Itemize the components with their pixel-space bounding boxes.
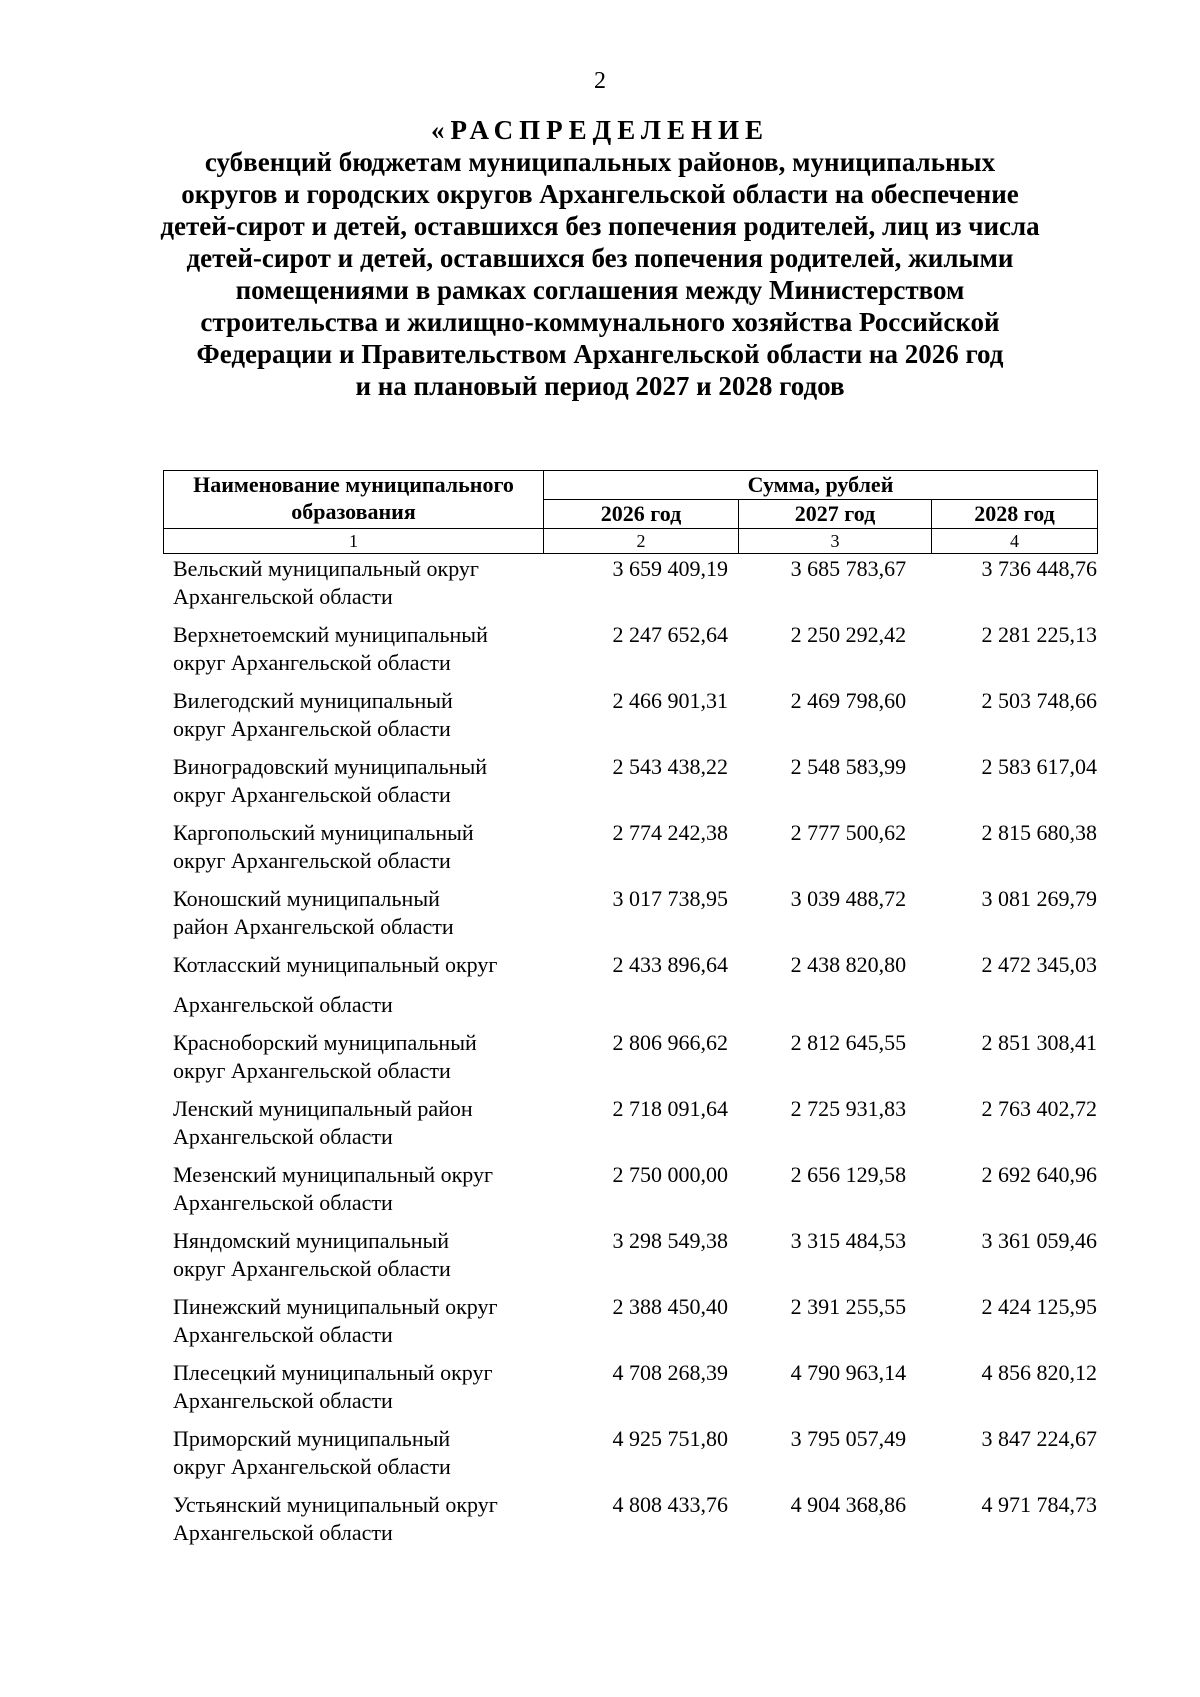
table-row: [163, 1491, 1097, 1547]
amount-2028: 2 281 225,13: [981, 622, 1097, 647]
amount-2027: 3 315 484,53: [790, 1228, 907, 1253]
amount-2027: 2 812 645,55: [790, 1030, 907, 1055]
amount-2026: 3 659 409,19: [612, 556, 728, 581]
table-header: [163, 470, 1098, 554]
heading-line: детей-сирот и детей, оставшихся без попечения родителей, лиц из числа: [160, 211, 1040, 241]
amount-2027: 3 685 783,67: [790, 556, 907, 581]
amount-2028: 3 361 059,46: [981, 1228, 1097, 1253]
amount-2028: 2 692 640,96: [981, 1162, 1097, 1187]
table-row: [163, 1425, 1097, 1481]
amount-2026: 2 774 242,38: [612, 820, 728, 845]
amount-2028: 2 815 680,38: [981, 820, 1097, 845]
document-title: «РАСПРЕДЕЛЕНИЕ: [430, 115, 770, 145]
header-year-2028: 2028 год: [932, 500, 1098, 529]
column-number: 4: [932, 529, 1098, 554]
amount-2027: 2 250 292,42: [790, 622, 907, 647]
amount-2028: 3 736 448,76: [981, 556, 1097, 581]
table-row: [163, 1293, 1097, 1349]
amount-2028: 2 851 308,41: [981, 1030, 1097, 1055]
heading-line: и на плановый период 2027 и 2028 годов: [355, 371, 845, 401]
municipality-name: Мезенский муниципальный округ Архангельской области: [173, 1162, 494, 1215]
municipality-name: Виноградовский муниципальный округ Архангельской области: [173, 754, 488, 807]
amount-2027: 3 039 488,72: [790, 886, 907, 911]
amount-2026: 2 543 438,22: [612, 754, 728, 779]
municipality-name: Няндомский муниципальный округ Архангельской области: [173, 1228, 451, 1281]
table-row: [163, 1227, 1097, 1283]
amount-2027: 3 795 057,49: [790, 1426, 907, 1451]
column-number: 1: [164, 529, 544, 554]
table-body: [163, 555, 1097, 1557]
header-sum-rubles: Сумма, рублей: [544, 471, 1098, 500]
amount-2028: 4 971 784,73: [981, 1492, 1097, 1517]
amount-2027: 2 469 798,60: [790, 688, 907, 713]
amount-2028: 3 847 224,67: [981, 1426, 1097, 1451]
amount-2026: 2 388 450,40: [612, 1294, 728, 1319]
page-number: 2: [594, 68, 606, 94]
table-row: [163, 687, 1097, 743]
amount-2026: 3 017 738,95: [612, 886, 728, 911]
table-row: [163, 951, 1097, 1019]
amount-2028: 2 472 345,03: [981, 952, 1097, 977]
table-row: [163, 1359, 1097, 1415]
amount-2026: 4 708 268,39: [612, 1360, 728, 1385]
municipality-name: Вельский муниципальный округ Архангельской области: [173, 556, 479, 609]
amount-2027: 4 904 368,86: [790, 1492, 907, 1517]
amount-2026: 4 808 433,76: [612, 1492, 728, 1517]
municipality-name: Каргопольский муниципальный округ Архангельской области: [173, 820, 474, 873]
amount-2027: 2 777 500,62: [790, 820, 907, 845]
amount-2028: 4 856 820,12: [981, 1360, 1097, 1385]
heading-line: помещениями в рамках соглашения между Министерством: [235, 275, 965, 305]
table-row: [163, 621, 1097, 677]
heading-line: Федерации и Правительством Архангельской области на 2026 год: [196, 339, 1004, 369]
table-row: [163, 1029, 1097, 1085]
municipality-name: Плесецкий муниципальный округ Архангельской области: [173, 1360, 493, 1413]
amount-2028: 2 763 402,72: [981, 1096, 1097, 1121]
column-number: 2: [544, 529, 739, 554]
amount-2026: 3 298 549,38: [612, 1228, 728, 1253]
amount-2026: 2 718 091,64: [612, 1096, 728, 1121]
municipality-name: Пинежский муниципальный округ Архангельской области: [173, 1294, 498, 1347]
amount-2026: 2 750 000,00: [612, 1162, 728, 1187]
table-row: [163, 555, 1097, 611]
table-row: [163, 753, 1097, 809]
amount-2026: 2 433 896,64: [612, 952, 728, 977]
municipality-name: Ленский муниципальный район Архангельской области: [173, 1096, 473, 1149]
table-row: [163, 1161, 1097, 1217]
municipality-name: Верхнетоемский муниципальный округ Архангельской области: [173, 622, 488, 675]
amount-2027: 2 438 820,80: [790, 952, 907, 977]
header-year-2027: 2027 год: [739, 500, 932, 529]
heading-line: детей-сирот и детей, оставшихся без попечения родителей, жилыми: [186, 243, 1014, 273]
amount-2026: 2 247 652,64: [612, 622, 728, 647]
amount-2028: 2 503 748,66: [981, 688, 1097, 713]
municipality-name: Приморский муниципальный округ Архангельской области: [173, 1426, 451, 1479]
amount-2026: 4 925 751,80: [612, 1426, 728, 1451]
amount-2028: 2 583 617,04: [981, 754, 1097, 779]
amount-2027: 2 725 931,83: [790, 1096, 907, 1121]
amount-2027: 2 548 583,99: [790, 754, 907, 779]
heading-line: округов и городских округов Архангельской области на обеспечение: [181, 179, 1019, 209]
amount-2027: 2 391 255,55: [790, 1294, 907, 1319]
municipality-name: Устьянский муниципальный округ Архангельской области: [173, 1492, 498, 1545]
municipality-name: Вилегодский муниципальный округ Архангельской области: [173, 688, 453, 741]
header-municipality-name: Наименование муниципального образования: [164, 471, 544, 529]
header-year-2026: 2026 год: [544, 500, 739, 529]
municipality-name: Красноборский муниципальный округ Архангельской области: [173, 1030, 477, 1083]
heading-line: строительства и жилищно-коммунального хозяйства Российской: [200, 307, 1000, 337]
column-number: 3: [739, 529, 932, 554]
amount-2027: 4 790 963,14: [790, 1360, 907, 1385]
table-row: [163, 1095, 1097, 1151]
amount-2026: 2 466 901,31: [612, 688, 728, 713]
municipality-name: Котласский муниципальный округ Архангельской области: [173, 952, 498, 1017]
amount-2028: 3 081 269,79: [981, 886, 1097, 911]
table-row: [163, 819, 1097, 875]
amount-2028: 2 424 125,95: [981, 1294, 1097, 1319]
amount-2027: 2 656 129,58: [790, 1162, 907, 1187]
table-row: [163, 885, 1097, 941]
heading-line: субвенций бюджетам муниципальных районов, муниципальных: [204, 147, 996, 177]
document-heading: [140, 114, 1060, 402]
municipality-name: Коношский муниципальный район Архангельской области: [173, 886, 454, 939]
amount-2026: 2 806 966,62: [612, 1030, 728, 1055]
